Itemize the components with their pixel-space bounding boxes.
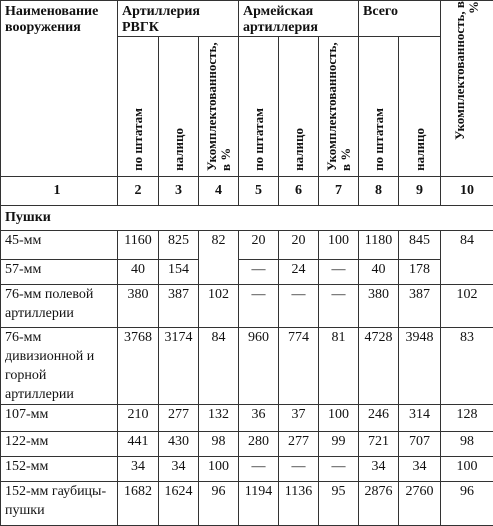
row-name: 76-мм дивизионной и горной артиллерии <box>1 328 118 405</box>
header-group-army <box>239 1 359 37</box>
cell-army-completeness: — <box>319 285 359 328</box>
header-name-column <box>1 1 118 177</box>
cell-total-present: 34 <box>399 457 441 482</box>
cell-army-present: — <box>279 457 319 482</box>
table-row <box>1 457 493 482</box>
cell-army-by-staff: 960 <box>239 328 279 405</box>
table-row <box>1 231 493 260</box>
cell-total-by-staff: 4728 <box>359 328 399 405</box>
cell-army-completeness: 99 <box>319 432 359 457</box>
row-name: 152-мм <box>1 457 118 482</box>
cell-army-completeness: — <box>319 457 359 482</box>
cell-total-present: 178 <box>399 260 441 285</box>
cell-rvgk-present: 1624 <box>159 482 199 526</box>
cell-total-present: 707 <box>399 432 441 457</box>
cell-total-completeness: 100 <box>441 457 493 482</box>
cell-rvgk-completeness: 84 <box>199 328 239 405</box>
cell-total-by-staff: 40 <box>359 260 399 285</box>
cell-total-completeness: 102 <box>441 285 493 328</box>
table-row <box>1 432 493 457</box>
cell-total-completeness: 98 <box>441 432 493 457</box>
col-number: 8 <box>359 177 399 206</box>
header-army-by-staff-text: по штатам <box>252 102 266 171</box>
cell-total-by-staff: 721 <box>359 432 399 457</box>
header-group-rvgk-text: Артиллерия РВГК <box>122 4 200 35</box>
row-name: 76-мм полевой артиллерии <box>1 285 118 328</box>
cell-rvgk-present: 3174 <box>159 328 199 405</box>
cell-army-present: — <box>279 285 319 328</box>
cell-rvgk-present: 34 <box>159 457 199 482</box>
cell-rvgk-completeness: 132 <box>199 405 239 432</box>
header-total-by-staff <box>359 37 399 177</box>
cell-army-by-staff: — <box>239 457 279 482</box>
header-rvgk-by-staff-text: по штатам <box>131 102 145 171</box>
cell-army-by-staff: 20 <box>239 231 279 260</box>
cell-army-completeness: 100 <box>319 231 359 260</box>
cell-army-completeness: 81 <box>319 328 359 405</box>
table-row <box>1 482 493 526</box>
cell-total-present: 845 <box>399 231 441 260</box>
header-rvgk-by-staff <box>118 37 159 177</box>
cell-total-completeness: 128 <box>441 405 493 432</box>
col-number: 6 <box>279 177 319 206</box>
row-name: 45-мм <box>1 231 118 260</box>
header-group-army-text: Армейская артиллерия <box>243 4 318 35</box>
row-name: 122-мм <box>1 432 118 457</box>
header-army-completeness <box>319 37 359 177</box>
header-group-total <box>359 1 441 37</box>
cell-total-present: 2760 <box>399 482 441 526</box>
table-row <box>1 328 493 405</box>
cell-rvgk-present: 277 <box>159 405 199 432</box>
col-number: 1 <box>1 177 118 206</box>
col-number: 4 <box>199 177 239 206</box>
header-group-rvgk <box>118 1 239 37</box>
cell-rvgk-by-staff: 210 <box>118 405 159 432</box>
cell-rvgk-by-staff: 40 <box>118 260 159 285</box>
header-name-text: Наименование вооружения <box>5 4 98 35</box>
cell-army-present: 37 <box>279 405 319 432</box>
header-rvgk-present <box>159 37 199 177</box>
row-name: 152-мм гаубицы-пушки <box>1 482 118 526</box>
cell-total-completeness: 83 <box>441 328 493 405</box>
header-total-completeness <box>441 1 493 177</box>
col-number: 9 <box>399 177 441 206</box>
cell-total-by-staff: 246 <box>359 405 399 432</box>
header-rvgk-completeness-text: Укомплектованность, в % <box>205 37 233 171</box>
cell-total-present: 3948 <box>399 328 441 405</box>
cell-army-present: 277 <box>279 432 319 457</box>
cell-army-by-staff: — <box>239 285 279 328</box>
cell-rvgk-present: 825 <box>159 231 199 260</box>
cell-army-by-staff: 36 <box>239 405 279 432</box>
cell-total-completeness: 96 <box>441 482 493 526</box>
cell-army-completeness: — <box>319 260 359 285</box>
row-name: 107-мм <box>1 405 118 432</box>
section-row <box>1 206 493 231</box>
header-rvgk-present-text: налицо <box>172 122 186 171</box>
header-total-present <box>399 37 441 177</box>
header-army-present-text: налицо <box>292 122 306 171</box>
cell-total-present: 314 <box>399 405 441 432</box>
cell-total-by-staff: 34 <box>359 457 399 482</box>
header-group-total-text: Всего <box>363 4 398 19</box>
cell-rvgk-present: 387 <box>159 285 199 328</box>
cell-total-by-staff: 1180 <box>359 231 399 260</box>
cell-rvgk-completeness: 102 <box>199 285 239 328</box>
cell-rvgk-by-staff: 1682 <box>118 482 159 526</box>
cell-rvgk-completeness: 96 <box>199 482 239 526</box>
col-number: 7 <box>319 177 359 206</box>
col-number: 3 <box>159 177 199 206</box>
cell-army-by-staff: 280 <box>239 432 279 457</box>
cell-rvgk-completeness: 82 <box>199 231 239 285</box>
cell-army-present: 774 <box>279 328 319 405</box>
row-name: 57-мм <box>1 260 118 285</box>
header-army-by-staff <box>239 37 279 177</box>
header-total-completeness-text: Укомплектованность, в % <box>453 1 481 151</box>
header-army-completeness-text: Укомплектованность, в % <box>325 37 353 171</box>
header-rvgk-completeness <box>199 37 239 177</box>
cell-total-by-staff: 2876 <box>359 482 399 526</box>
cell-total-present: 387 <box>399 285 441 328</box>
cell-rvgk-by-staff: 441 <box>118 432 159 457</box>
column-number-row <box>1 177 493 206</box>
cell-army-present: 20 <box>279 231 319 260</box>
header-total-present-text: налицо <box>413 122 427 171</box>
cell-rvgk-by-staff: 34 <box>118 457 159 482</box>
cell-total-completeness: 84 <box>441 231 493 285</box>
col-number: 5 <box>239 177 279 206</box>
header-army-present <box>279 37 319 177</box>
header-row-groups <box>1 1 493 37</box>
cell-rvgk-by-staff: 1160 <box>118 231 159 260</box>
cell-army-completeness: 95 <box>319 482 359 526</box>
cell-army-present: 1136 <box>279 482 319 526</box>
table-row <box>1 285 493 328</box>
section-label: Пушки <box>1 206 493 231</box>
cell-army-completeness: 100 <box>319 405 359 432</box>
table-row <box>1 260 493 285</box>
col-number: 10 <box>441 177 493 206</box>
cell-rvgk-by-staff: 3768 <box>118 328 159 405</box>
cell-total-by-staff: 380 <box>359 285 399 328</box>
cell-rvgk-by-staff: 380 <box>118 285 159 328</box>
cell-army-by-staff: 1194 <box>239 482 279 526</box>
col-number: 2 <box>118 177 159 206</box>
table-row <box>1 405 493 432</box>
cell-army-present: 24 <box>279 260 319 285</box>
cell-army-by-staff: — <box>239 260 279 285</box>
cell-rvgk-completeness: 100 <box>199 457 239 482</box>
cell-rvgk-completeness: 98 <box>199 432 239 457</box>
header-total-by-staff-text: по штатам <box>372 102 386 171</box>
cell-rvgk-present: 430 <box>159 432 199 457</box>
cell-rvgk-present: 154 <box>159 260 199 285</box>
